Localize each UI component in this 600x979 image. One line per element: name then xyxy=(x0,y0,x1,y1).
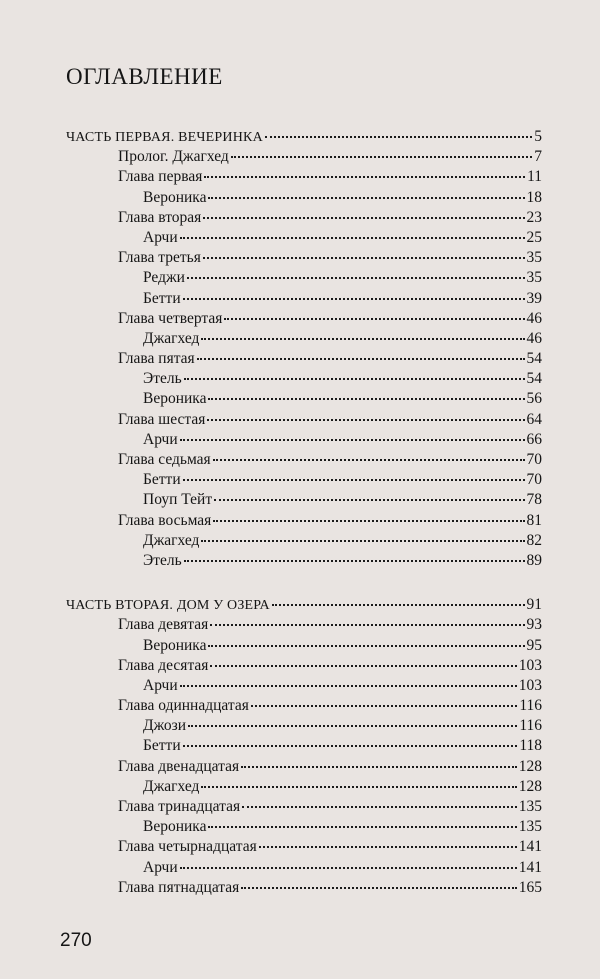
toc-entry-title: Глава пятая xyxy=(118,350,195,368)
toc-entry-page: 35 xyxy=(526,269,542,287)
toc-entry-title: Глава десятая xyxy=(118,656,209,674)
dot-leader xyxy=(187,277,525,279)
toc-section-entry[interactable] xyxy=(66,777,542,797)
toc-section-entry[interactable] xyxy=(66,470,542,490)
toc-entry-page: 46 xyxy=(526,309,542,327)
toc-entry-title: Глава восьмая xyxy=(118,511,212,529)
dot-leader xyxy=(208,645,524,647)
toc-entry-page: 54 xyxy=(526,350,542,368)
toc-entry-title: Глава девятая xyxy=(118,616,209,634)
dot-leader xyxy=(180,237,525,239)
toc-entry-title: Арчи xyxy=(143,858,178,876)
toc-entry-page: 95 xyxy=(526,636,542,654)
toc-entry-page: 25 xyxy=(526,228,542,246)
dot-leader xyxy=(213,459,525,461)
toc-entry-page: 118 xyxy=(519,737,542,755)
dot-leader xyxy=(188,725,517,727)
toc-chapter-entry[interactable] xyxy=(66,615,542,635)
toc-chapter-entry[interactable] xyxy=(66,757,542,777)
dot-leader xyxy=(242,806,517,808)
page-number: 270 xyxy=(60,930,92,951)
dot-leader xyxy=(231,156,532,158)
dot-leader xyxy=(180,439,525,441)
dot-leader xyxy=(213,520,524,522)
toc-entry-page: 135 xyxy=(518,798,542,815)
toc-entry-title: Вероника xyxy=(143,390,207,408)
toc-entry-title: Бетти xyxy=(143,737,181,755)
dot-leader xyxy=(201,338,524,340)
toc-chapter-entry[interactable] xyxy=(66,410,542,430)
dot-leader xyxy=(201,540,524,542)
toc-entry-page: 11 xyxy=(527,168,542,186)
toc-entry-page: 116 xyxy=(519,717,542,735)
toc-entry-title: ЧАСТЬ ВТОРАЯ. ДОМ У ОЗЕРА xyxy=(66,598,270,614)
dot-leader xyxy=(265,136,532,138)
toc-section-entry[interactable] xyxy=(66,268,542,288)
dot-leader xyxy=(203,217,524,219)
toc-entry-title: Арчи xyxy=(143,430,178,448)
toc-entry-page: 46 xyxy=(526,329,542,347)
toc-entry-page: 103 xyxy=(518,656,542,674)
toc-entry-title: Глава двенадцатая xyxy=(118,757,240,775)
toc-chapter-entry[interactable] xyxy=(66,797,542,817)
toc-entry-page: 66 xyxy=(526,430,542,448)
toc-entry-page: 35 xyxy=(526,249,542,267)
dot-leader xyxy=(183,745,518,747)
toc-section-entry[interactable] xyxy=(66,490,542,510)
dot-leader xyxy=(241,887,516,889)
dot-leader xyxy=(180,867,517,869)
toc-chapter-entry[interactable] xyxy=(66,167,542,187)
dot-leader xyxy=(207,419,524,421)
dot-leader xyxy=(208,197,524,199)
toc-entry-page: 91 xyxy=(526,596,542,614)
toc-entry-page: 82 xyxy=(526,531,542,549)
toc-section-entry[interactable] xyxy=(66,636,542,656)
toc-part-entry[interactable] xyxy=(66,127,542,147)
dot-leader xyxy=(180,685,517,687)
toc-entry-title: Джози xyxy=(143,717,187,735)
toc-entry-title: Этель xyxy=(143,551,182,569)
dot-leader xyxy=(208,826,516,828)
toc-section-entry[interactable] xyxy=(66,329,542,349)
toc-section-entry[interactable] xyxy=(66,676,542,696)
toc-chapter-entry[interactable] xyxy=(66,511,542,531)
dot-leader xyxy=(259,846,517,848)
dot-leader xyxy=(203,257,525,259)
toc-entry-title: Глава одиннадцатая xyxy=(118,697,249,715)
toc-entry-page: 116 xyxy=(519,697,542,715)
toc-entry-title: Глава четырнадцатая xyxy=(118,838,257,856)
toc-entry-title: Вероника xyxy=(143,818,207,836)
toc-entry-title: Бетти xyxy=(143,471,181,489)
toc-entry-title: Арчи xyxy=(143,228,178,246)
dot-leader xyxy=(208,398,524,400)
toc-entry-page: 5 xyxy=(534,128,542,145)
toc-entry-title: Джагхед xyxy=(143,329,200,347)
toc-entry-page: 165 xyxy=(518,878,542,896)
toc-entry-page: 135 xyxy=(518,818,542,836)
dot-leader xyxy=(224,318,524,320)
toc-chapter-entry[interactable] xyxy=(66,349,542,369)
dot-leader xyxy=(184,560,525,562)
dot-leader xyxy=(210,624,524,626)
dot-leader xyxy=(210,665,516,667)
toc-entry-title: Глава седьмая xyxy=(118,451,211,468)
toc-chapter-entry[interactable] xyxy=(66,309,542,329)
toc-part-entry[interactable] xyxy=(66,595,542,615)
toc-entry-page: 54 xyxy=(526,370,542,388)
toc-section-entry[interactable] xyxy=(66,430,542,450)
toc-entry-title: Вероника xyxy=(143,188,207,206)
toc-entry-page: 7 xyxy=(534,148,542,166)
toc-section-entry[interactable] xyxy=(66,531,542,551)
toc-entry-title: ЧАСТЬ ПЕРВАЯ. ВЕЧЕРИНКА xyxy=(66,130,263,145)
dot-leader xyxy=(272,604,525,606)
toc-entry-title: Джагхед xyxy=(143,531,200,549)
toc-section-entry[interactable] xyxy=(66,736,542,756)
page-title: ОГЛАВЛЕНИЕ xyxy=(66,64,223,89)
toc-entry-page: 81 xyxy=(526,511,542,529)
toc-section-entry[interactable] xyxy=(66,716,542,736)
toc-section-entry[interactable] xyxy=(66,389,542,409)
toc-entry-page: 78 xyxy=(526,491,542,509)
dot-leader xyxy=(204,176,525,178)
toc-entry-title: Пролог. Джагхед xyxy=(118,148,229,166)
toc-entry-page: 141 xyxy=(518,858,542,876)
toc-entry-title: Вероника xyxy=(143,636,207,654)
toc-entry-page: 70 xyxy=(526,471,542,489)
toc-entry-title: Реджи xyxy=(143,269,185,287)
toc-chapter-entry[interactable] xyxy=(66,696,542,716)
toc-section-entry[interactable] xyxy=(66,228,542,248)
toc-entry-page: 141 xyxy=(518,838,542,856)
toc-chapter-entry[interactable] xyxy=(66,878,542,898)
toc-entry-title: Поуп Тейт xyxy=(143,491,213,509)
toc-section-entry[interactable] xyxy=(66,188,542,208)
dot-leader xyxy=(214,499,524,501)
toc-entry-title: Глава шестая xyxy=(118,410,206,428)
toc-entry-page: 70 xyxy=(526,451,542,468)
toc-entry-page: 128 xyxy=(518,757,542,775)
toc-chapter-entry[interactable] xyxy=(66,837,542,857)
toc-section-entry[interactable] xyxy=(66,817,542,837)
dot-leader xyxy=(241,766,517,768)
dot-leader xyxy=(201,786,516,788)
toc-entry-page: 18 xyxy=(526,188,542,206)
dot-leader xyxy=(251,705,517,707)
dot-leader xyxy=(197,358,525,360)
toc-chapter-entry[interactable] xyxy=(66,656,542,676)
toc-entry-title: Этель xyxy=(143,370,182,388)
toc-section-entry[interactable] xyxy=(66,289,542,309)
toc-entry-page: 23 xyxy=(526,208,542,226)
toc-section-entry[interactable] xyxy=(66,858,542,878)
dot-leader xyxy=(183,479,525,481)
toc-section-entry[interactable] xyxy=(66,369,542,389)
part-divider xyxy=(66,571,542,595)
toc-chapter-entry[interactable] xyxy=(66,147,542,167)
toc-entry-page: 128 xyxy=(518,777,542,795)
dot-leader xyxy=(184,378,525,380)
toc-entry-title: Глава пятнадцатая xyxy=(118,878,240,896)
toc-entry-title: Арчи xyxy=(143,676,178,694)
toc-chapter-entry[interactable] xyxy=(66,248,542,268)
dot-leader xyxy=(183,298,525,300)
toc-entry-title: Глава третья xyxy=(118,249,201,267)
toc-entry-page: 89 xyxy=(526,551,542,569)
toc-entry-page: 93 xyxy=(526,616,542,634)
toc-entry-page: 103 xyxy=(518,676,542,694)
toc-entry-title: Глава вторая xyxy=(118,208,202,226)
toc-entry-page: 39 xyxy=(526,289,542,307)
toc-entry-title: Глава первая xyxy=(118,168,203,186)
toc-entry-page: 56 xyxy=(526,390,542,408)
toc-entry-title: Глава четвертая xyxy=(118,309,223,327)
table-of-contents xyxy=(66,127,542,898)
toc-chapter-entry[interactable] xyxy=(66,450,542,470)
toc-entry-title: Джагхед xyxy=(143,777,200,795)
toc-chapter-entry[interactable] xyxy=(66,208,542,228)
toc-section-entry[interactable] xyxy=(66,551,542,571)
toc-entry-page: 64 xyxy=(526,410,542,428)
toc-entry-title: Глава тринадцатая xyxy=(118,798,241,815)
toc-entry-title: Бетти xyxy=(143,289,181,307)
